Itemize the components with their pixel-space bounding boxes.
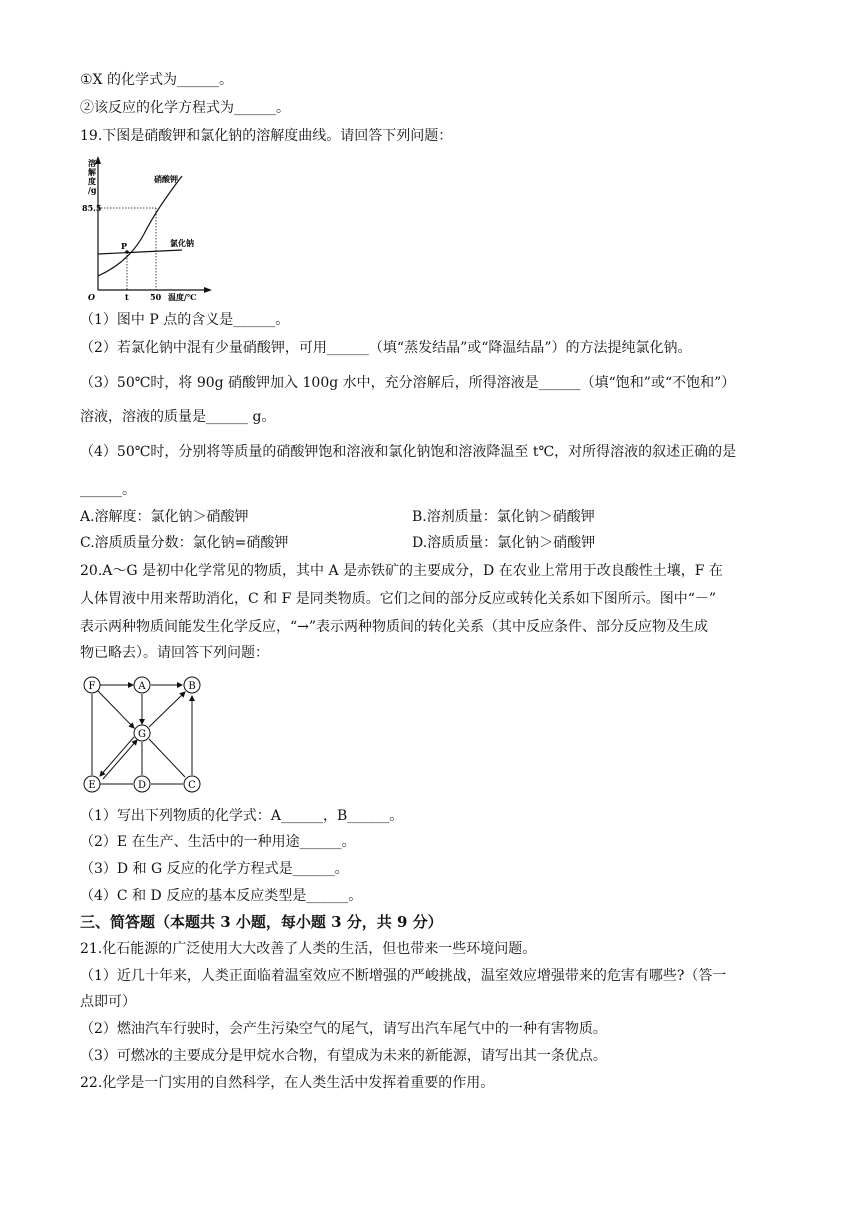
node-f [84, 677, 100, 693]
node-d [134, 776, 150, 792]
svg-text:G: G [138, 729, 146, 740]
x-axis-label: 温度/℃ [168, 292, 197, 302]
q20-sub2: （2）E 在生产、生活中的一种用途______。 [80, 834, 356, 850]
y-tick-85-5: 85.5 [82, 203, 102, 213]
y-label-2: 解 [88, 167, 96, 177]
q19-stem: 19.下图是硝酸钾和氯化钠的溶解度曲线。请回答下列问题： [80, 128, 453, 144]
q20-stem-1: 20.A～G 是初中化学常见的物质，其中 A 是赤铁矿的主要成分，D 在农业上常用于改良酸性土壤，F 在 [80, 563, 723, 579]
x-tick-50: 50 [150, 292, 162, 302]
y-label-1: 溶 [88, 158, 96, 168]
q21-sub2: （2）燃油汽车行驶时，会产生污染空气的尾气，请写出汽车尾气中的一种有害物质。 [80, 1021, 607, 1037]
y-label-4: /g [88, 185, 97, 195]
option-b: B.溶剂质量：氯化钠＞硝酸钾 [412, 509, 595, 525]
option-d: D.溶质质量：氯化钠＞硝酸钾 [412, 535, 596, 551]
svg-text:D: D [137, 780, 147, 791]
x-axis-arrow [204, 287, 212, 293]
q18-sub1: ①X 的化学式为______。 [80, 72, 233, 88]
point-p-label: P [121, 241, 128, 251]
q20-sub3: （3）D 和 G 反应的化学方程式是______。 [80, 861, 349, 877]
node-c [184, 776, 200, 792]
edge-g-e-1 [100, 737, 134, 776]
node-a [134, 677, 150, 693]
edge-c-g [149, 739, 185, 777]
option-c: C.溶质质量分数：氯化钠=硝酸钾 [80, 535, 289, 551]
kno3-curve [98, 176, 182, 276]
x-tick-t: t [125, 292, 129, 302]
q20-stem-4: 物已略去）。请回答下列问题： [80, 645, 269, 661]
svg-text:A: A [138, 681, 146, 692]
edge-e-g-2 [103, 740, 137, 779]
node-e [84, 776, 100, 792]
q19-sub2: （2）若氯化钠中混有少量硝酸钾，可用______（填“蒸发结晶”或“降温结晶”）的方法提纯氯化钠。 [80, 340, 692, 356]
q21-sub1: （1）近几十年来，人类正面临着温室效应不断增强的严峻挑战，温室效应增强带来的危害有哪些?（答一 [80, 968, 727, 984]
q19-sub3: （3）50℃时，将 90g 硝酸钾加入 100g 水中，充分溶解后，所得溶液是______（填“饱和”或“不饱和”） [80, 375, 736, 391]
q20-sub1: （1）写出下列物质的化学式：A______，B______。 [80, 808, 404, 824]
q20-stem-3: 表示两种物质间能发生化学反应，“→”表示两种物质间的转化关系（其中反应条件、部分反应物及生成 [80, 619, 709, 635]
q19-sub4: （4）50℃时，分别将等质量的硝酸钾饱和溶液和氯化钠饱和溶液降温至 t℃，对所得溶液的叙述正确的是 [80, 444, 737, 460]
svg-text:F: F [88, 681, 96, 692]
nacl-curve [98, 250, 182, 254]
y-label-3: 度 [88, 176, 96, 186]
q21-stem: 21.化石能源的广泛使用大大改善了人类的生活，但也带来一些环境问题。 [80, 941, 537, 957]
q19-sub3-cont: 溶液，溶液的质量是______ g。 [80, 409, 276, 425]
svg-text:E: E [88, 780, 96, 791]
q22-stem: 22.化学是一门实用的自然科学，在人类生活中发挥着重要的作用。 [80, 1075, 495, 1091]
reaction-network-figure [76, 672, 210, 800]
svg-text:B: B [188, 681, 196, 692]
edge-f-g [98, 691, 134, 728]
q20-stem-2: 人体胃液中用来帮助消化，C 和 F 是同类物质。它们之间的部分反应或转化关系如下图所示。图中“－” [80, 591, 717, 607]
q19-sub1: （1）图中 P 点的含义是______。 [80, 312, 290, 328]
node-b [184, 677, 200, 693]
q18-sub2: ②该反应的化学方程式为______。 [80, 100, 290, 116]
q21-sub1-cont: 点即可） [80, 994, 136, 1010]
solubility-curve-figure [84, 154, 214, 304]
option-a: A.溶解度：氯化钠＞硝酸钾 [80, 509, 249, 525]
origin-label: O [88, 292, 95, 302]
kno3-label: 硝酸钾 [154, 174, 178, 184]
q19-sub4-blank: ______。 [80, 482, 136, 498]
svg-text:C: C [188, 780, 196, 791]
edge-g-b [149, 692, 185, 727]
nacl-label: 氯化钠 [170, 238, 194, 248]
section-3-heading: 三、简答题（本题共 3 小题，每小题 3 分，共 9 分） [80, 913, 443, 931]
node-g [134, 725, 150, 741]
q21-sub3: （3）可燃冰的主要成分是甲烷水合物，有望成为未来的新能源，请写出其一条优点。 [80, 1048, 607, 1064]
q20-sub4: （4）C 和 D 反应的基本反应类型是______。 [80, 888, 363, 904]
